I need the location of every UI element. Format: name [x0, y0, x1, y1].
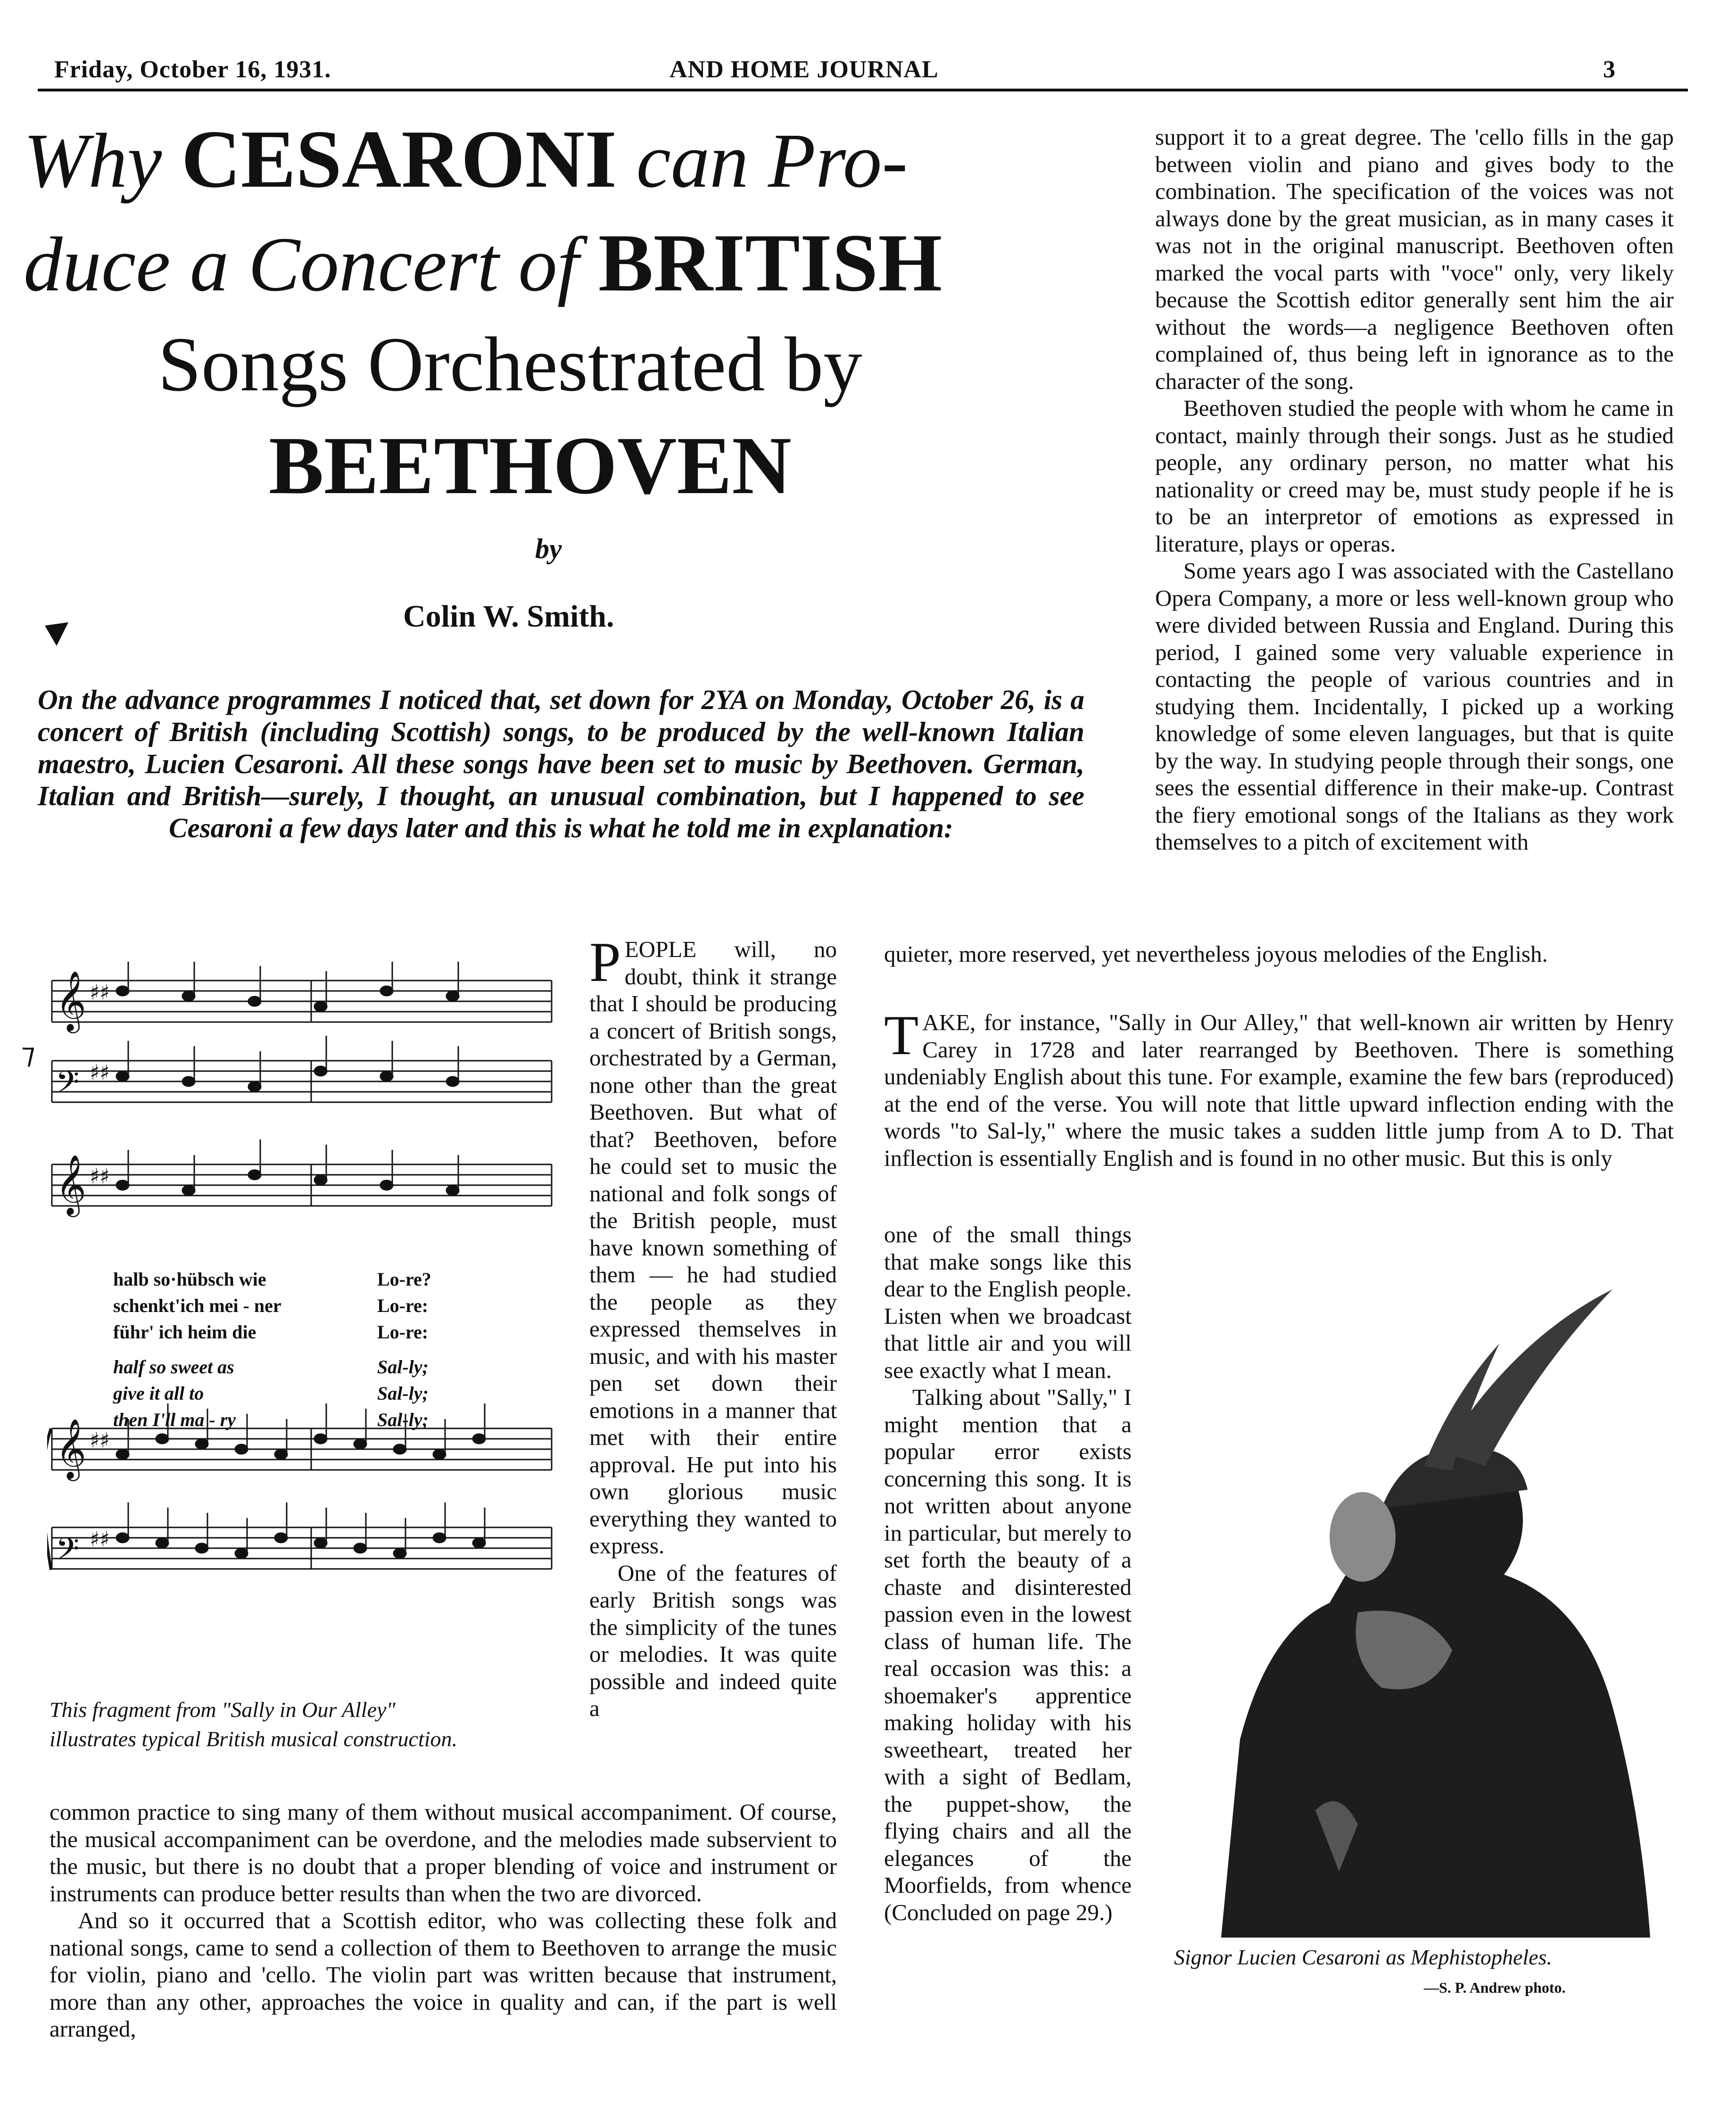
- note-head: [235, 1549, 248, 1558]
- note-head: [446, 1186, 459, 1195]
- sharp-icon: ♯♯: [90, 1527, 110, 1551]
- note-head: [314, 1538, 327, 1548]
- note-head: [156, 1538, 168, 1548]
- lyric-name: Lo-re:: [377, 1295, 429, 1316]
- headline-line-2: duce a Concert of BRITISH: [24, 217, 942, 308]
- note-head: [354, 1439, 366, 1449]
- note-head: [394, 1444, 406, 1454]
- article-sally-paragraph: TAKE, for instance, "Sally in Our Alley," that well-known air written by Henry Carey in 1728 and later rearranged by Beethoven. There is something undeniably English about this tune. For example, examine the few bars (reproduced) at the end of the verse. You will note that little upward inflection ending with the words "to Sal-ly," where the music takes a sudden little jump from A to D. That inflection is essentially English and is found in no other music. But this is only: [884, 1004, 1674, 1171]
- article-column-1: PEOPLE will, no doubt, think it strange that I should be producing a concert of British songs, orchestrated by a German, none other than the great Beethoven. But what of that? Beethoven, before he could set to music the national and folk songs of the British people, must have known something of them — he had studied the people as they expressed themselves in music, and with his master pen set down their emotions in a manner that met with their entire approval. He put into his own glorious music everything they wanted to express. One of the features of early British songs was the simplicity of the tunes or melodies. It was quite possible and indeed quite a: [589, 931, 837, 1721]
- note-head: [248, 1082, 261, 1091]
- note-head: [433, 1450, 446, 1459]
- note-head: [275, 1450, 287, 1459]
- lyric-name: Lo-re:: [377, 1321, 429, 1343]
- ornament-icon: [42, 620, 71, 648]
- note-head: [196, 1543, 208, 1553]
- lyric-line: [113, 1295, 500, 1321]
- note-head: [433, 1533, 446, 1543]
- article-wide-block: common practice to sing many of them without musical accompaniment. Of course, the musical accompaniment can be overdone, and the melodies made subservient to the music, but there is no doubt that a proper blending of voice and instrument or instruments can produce better results than when the two are divorced. And so it occurred that a Scottish editor, who was collecting these folk and national songs, came to send a collection of them to Beethoven to arrange the music for violin, piano and 'cello. The violin part was written because that instrument, more than any other, approaches the voice in quality and can, if the part is well arranged,: [50, 1799, 837, 2042]
- note-head: [446, 991, 459, 1001]
- article-narrow-column: one of the small things that make songs like this dear to the English people. Listen when we broadcast that little air and you will see exactly what I mean. Talking about "Sally," I might mention that a popular error exists concerning this song. It is not written about anyone in particular, but merely to set forth the beauty of a chaste and disinterested passion even in the lowest class of human life. The real occasion was this: a shoemaker's apprentice making holiday with his sweetheart, treated her with a sight of Bedlam, the puppet-show, the flying chairs and all the elegances of the Moorfields, from whence (Concluded on page 29.): [884, 1221, 1132, 1925]
- lyric-line: [113, 1268, 500, 1295]
- article-column-right-top: support it to a great degree. The 'cello fills in the gap between violin and piano and gives body to the combination. The specification of the voices was not always done by the great musician, as in many cases it was not in the original manuscript. Beethoven often marked the vocal parts with "voce" only, very likely because the Scottish editor generally sent him the air without the words—a negligence Beethoven often complained of, thus being left in ignorance as to the character of the song. Beethoven studied the people with whom he came in contact, mainly through their songs. Just as he studied people, any ordinary person, no matter what his nationality or creed may be, must study people if he is to be an interpretor of emotions as expressed in literature, plays or operas. Some years ago I was associated with the Castellano Opera Company, a more or less well-known group who were divided between Russia and England. During this period, I gained some very valuable experience in contacting the people of various countries and in studying them. Incidentally, I picked up a working knowledge of some eleven languages, but that is quite by the way. In studying people through their songs, one sees the essential difference in their make-up. Contrast the fiery emotional songs of the Italians as they work themselves to a pitch of excitement with: [1155, 124, 1674, 855]
- masthead-rule: [38, 89, 1688, 91]
- lyric-line: [113, 1409, 500, 1435]
- lyric-name: Sal-ly;: [377, 1356, 429, 1378]
- treble-clef-icon: 𝄞: [56, 1418, 87, 1478]
- score-caption-line-2: illustrates typical British musical construction.: [50, 1727, 458, 1751]
- lyric-line: [113, 1356, 500, 1382]
- byline-by: by: [535, 533, 562, 564]
- lyric-name: Sal-ly;: [377, 1409, 429, 1430]
- system-brace: [47, 1428, 51, 1570]
- note-head: [314, 1002, 327, 1011]
- photo-credit: —S. P. Andrew photo.: [1424, 1979, 1566, 1996]
- bass-clef-icon: 𝄢: [56, 1532, 80, 1574]
- note-head: [314, 1175, 327, 1185]
- bass-clef-icon: 𝄢: [56, 1065, 80, 1107]
- lyric-line: [113, 1382, 500, 1409]
- headline-line-1: Why CESARONI can Pro-: [24, 113, 908, 205]
- note-head: [314, 1066, 327, 1076]
- note-head: [116, 1180, 129, 1190]
- headline-line-4: BEETHOVEN: [269, 420, 792, 511]
- margin-mark-icon: ⁊: [21, 1037, 35, 1070]
- drop-cap-p: P: [589, 931, 621, 993]
- lyric-phrase: then I'll ma - ry: [113, 1409, 236, 1430]
- note-head: [394, 1549, 406, 1558]
- photo-caption: Signor Lucien Cesaroni as Mephistopheles.: [1174, 1945, 1552, 1969]
- note-head: [156, 1434, 168, 1444]
- lyric-phrase: give it all to: [113, 1383, 204, 1404]
- note-head: [182, 1186, 195, 1195]
- treble-clef-icon: 𝄞: [56, 1154, 87, 1214]
- note-head: [380, 1180, 393, 1190]
- note-head: [380, 986, 393, 996]
- note-head: [116, 1072, 129, 1081]
- note-head: [380, 1072, 393, 1081]
- byline-author: Colin W. Smith.: [403, 599, 614, 634]
- lyric-phrase: halb so·hübsch wie: [113, 1269, 266, 1290]
- lyric-name: Sal-ly;: [377, 1383, 429, 1404]
- note-head: [248, 997, 261, 1006]
- mephistopheles-photo: [1160, 1245, 1678, 1938]
- masthead-paper-name: AND HOME JOURNAL: [670, 56, 939, 83]
- note-head: [248, 1170, 261, 1180]
- note-head: [182, 991, 195, 1001]
- note-head: [196, 1439, 208, 1449]
- lyric-line: [113, 1321, 500, 1356]
- headline-line-3: Songs Orchestrated by: [158, 321, 862, 407]
- masthead-date: Friday, October 16, 1931.: [54, 56, 331, 83]
- lyric-phrase: führ' ich heim die: [113, 1321, 256, 1343]
- note-head: [473, 1538, 485, 1548]
- note-head: [446, 1077, 459, 1086]
- note-head: [473, 1434, 485, 1444]
- note-head: [116, 1533, 129, 1543]
- sharp-icon: ♯♯: [90, 1428, 110, 1452]
- note-head: [235, 1444, 248, 1454]
- sharp-icon: ♯♯: [90, 1164, 110, 1188]
- note-head: [354, 1543, 366, 1553]
- note-head: [275, 1533, 287, 1543]
- note-head: [116, 1450, 129, 1459]
- lyric-phrase: schenkt'ich mei - ner: [113, 1295, 281, 1316]
- drop-cap-t: T: [884, 1004, 919, 1066]
- sharp-icon: ♯♯: [90, 1061, 110, 1085]
- article-right-continuation: quieter, more reserved, yet nevertheless joyous melodies of the English.: [884, 941, 1548, 967]
- intro-paragraph: On the advance programmes I noticed that, set down for 2YA on Monday, October 26, is a concert of British (including Scottish) songs, to be produced by the well-known Italian maestro, Lucien Cesaroni. All these songs have been set to music by Beethoven. German, Italian and British—surely, I thought, an unusual combination, but I happened to see Cesaroni a few days later and this is what he told me in explanation:: [38, 684, 1084, 843]
- lyric-name: Lo-re?: [377, 1269, 431, 1290]
- note-head: [314, 1434, 327, 1444]
- sharp-icon: ♯♯: [90, 981, 110, 1005]
- score-lyrics: [113, 1268, 500, 1435]
- score-caption-line-1: This fragment from "Sally in Our Alley": [50, 1698, 396, 1722]
- note-head: [182, 1077, 195, 1086]
- lyric-phrase: half so sweet as: [113, 1356, 234, 1378]
- page-number: 3: [1603, 56, 1616, 83]
- treble-clef-icon: 𝄞: [56, 970, 87, 1031]
- note-head: [116, 986, 129, 996]
